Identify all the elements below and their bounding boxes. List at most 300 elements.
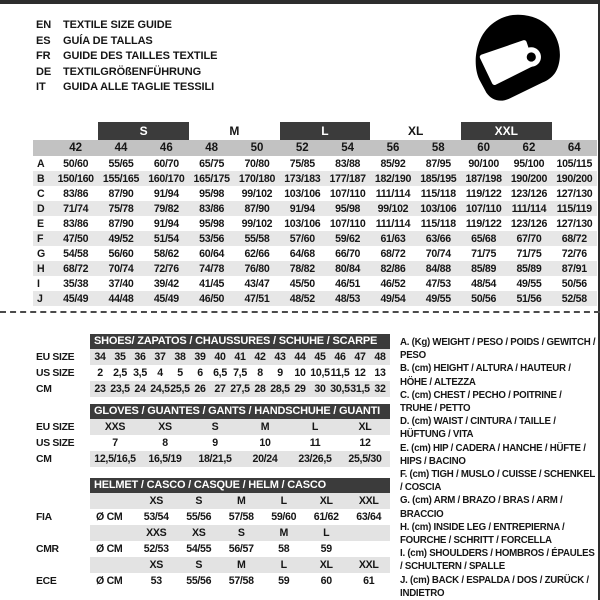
main-size-table [33, 122, 597, 306]
measurement-value: 111/114 [375, 217, 411, 230]
measurement-value: 71/75 [471, 247, 497, 260]
cell-value: 12,5/16,5 [90, 451, 140, 467]
gloves-row [33, 435, 390, 451]
legend-item: H. (cm) INSIDE LEG / ENTREPIERNA / FOURCHE / SCHRITT / FORCELLA [400, 521, 565, 547]
cell-value: 38 [170, 349, 190, 365]
measurement-value: 55/65 [108, 157, 134, 170]
shoes-table [33, 349, 390, 397]
measurement-value: 47/50 [53, 231, 98, 246]
helmet-size: XL [305, 493, 348, 509]
cell-value: 37 [150, 349, 170, 365]
helmet-size: L [263, 557, 306, 573]
cell-value: 2 [97, 367, 103, 379]
unit-spacer [90, 525, 135, 541]
helmet-size [348, 525, 391, 541]
measurement-value: 47/53 [425, 277, 451, 290]
language-item [36, 80, 217, 96]
helmet-table-body [33, 493, 390, 589]
cell-value: 7,5 [233, 367, 247, 379]
size-group-spacer [552, 122, 597, 140]
measurement-value: 51/56 [506, 291, 551, 306]
measurement-row [33, 246, 597, 261]
helmet-value: 54/55 [186, 543, 212, 555]
helmet-value: 59 [320, 543, 332, 555]
measurement-value: 107/110 [461, 201, 506, 216]
measurement-row [33, 186, 597, 201]
shoes-row [33, 365, 390, 381]
language-item [36, 34, 217, 50]
measurement-value: 52/58 [552, 291, 597, 306]
cell-value: 42 [250, 349, 270, 365]
row-label-spacer [33, 557, 90, 573]
measurement-value: 150/160 [53, 171, 98, 186]
measurement-value: 87/90 [108, 217, 134, 230]
language-list [36, 18, 217, 96]
language-item [36, 65, 217, 81]
cell-value: 8 [257, 367, 263, 379]
size-group-row [33, 122, 597, 140]
row-label: US SIZE [33, 435, 90, 451]
gloves-section [33, 404, 390, 467]
helmet-value: 63/64 [356, 511, 382, 523]
row-label-spacer [33, 122, 53, 140]
measurement-value: 111/114 [375, 187, 411, 200]
measurement-value: 70/80 [244, 157, 270, 170]
cell-value: 44 [290, 349, 310, 365]
row-label-spacer [33, 140, 53, 156]
measurement-value: 87/90 [108, 187, 134, 200]
measurement-value: 182/190 [370, 171, 415, 186]
cell-value: 4 [157, 367, 163, 379]
size-number: 64 [552, 140, 597, 156]
diameter-unit: Ø CM [96, 575, 123, 587]
cell-value: 27 [210, 381, 230, 397]
size-number: 54 [325, 140, 370, 156]
measurement-value: 190/200 [552, 171, 597, 186]
measurement-value: 50/56 [561, 277, 587, 290]
cell-value: 8 [162, 437, 168, 449]
shoes-section-title: SHOES/ ZAPATOS / CHAUSSURES / SCHUHE / SCARPE [90, 334, 390, 349]
measurement-value: 91/94 [153, 187, 179, 200]
measurement-value: 123/126 [510, 187, 548, 200]
cell-value: 10 [259, 437, 271, 449]
measurement-value: 48/54 [471, 277, 497, 290]
measurement-value: 95/100 [513, 157, 545, 170]
measurement-value: 83/88 [335, 157, 361, 170]
helmet-size: XS [178, 525, 221, 541]
row-label: H [33, 261, 53, 276]
diameter-unit: Ø CM [96, 511, 123, 523]
size-group-s: S [98, 122, 189, 140]
measurement-value: 91/94 [280, 201, 325, 216]
language-item [36, 49, 217, 65]
cell-value: 47 [350, 349, 370, 365]
row-label: EU SIZE [33, 349, 90, 365]
gloves-row [33, 451, 390, 467]
legend-item: F. (cm) TIGH / MUSLO / CUISSE / SCHENKEL / COSCIA [400, 469, 595, 494]
legend-item: A. (Kg) WEIGHT / PESO / POIDS / GEWITCH / PESO [400, 337, 596, 362]
cell-value: 46 [330, 349, 350, 365]
language-code: FR [36, 50, 51, 62]
size-number: 58 [416, 140, 461, 156]
measurement-value: 50/60 [63, 157, 89, 170]
helmet-value: 55/56 [186, 511, 212, 523]
measurement-legend [400, 336, 596, 600]
measurement-value: 85/89 [506, 261, 551, 276]
cell-value: 35 [110, 349, 130, 365]
measurement-value: 41/45 [199, 277, 225, 290]
cell-value: L [290, 419, 340, 435]
measurement-value: 187/198 [461, 171, 506, 186]
cell-value: 18/21,5 [190, 451, 240, 467]
measurement-value: 99/102 [370, 201, 415, 216]
legend-item: B. (cm) HEIGHT / ALTURA / HAUTEUR / HÖHE / ALTEZZA [400, 363, 571, 388]
measurement-value: 103/106 [416, 201, 461, 216]
gloves-section-title: GLOVES / GUANTES / GANTS / HANDSCHUHE / GUANTI [90, 404, 390, 419]
helmet-value: 53/54 [143, 511, 169, 523]
measurement-value: 72/76 [561, 247, 587, 260]
measurement-value: 87/95 [425, 157, 451, 170]
measurement-value: 87/91 [552, 261, 597, 276]
cell-value: 30,5 [330, 383, 350, 395]
measurement-value: 115/118 [420, 217, 456, 230]
helmet-size: S [178, 493, 221, 509]
helmet-value: 58 [278, 543, 290, 555]
gloves-row [33, 419, 390, 435]
measurement-row [33, 276, 597, 291]
measurement-value: 170/180 [234, 171, 279, 186]
measurement-value: 48/52 [280, 291, 325, 306]
cell-value: 28 [250, 381, 270, 397]
cell-value: 12 [359, 437, 371, 449]
cell-value: 16,5/19 [140, 451, 190, 467]
measurement-value: 68/72 [380, 247, 406, 260]
measurement-value: 71/75 [516, 247, 542, 260]
top-border-bar [0, 0, 600, 4]
cell-value: 36 [130, 349, 150, 365]
measurement-value: 49/55 [416, 291, 461, 306]
size-number: 44 [98, 140, 143, 156]
language-code: DE [36, 65, 52, 78]
cell-value: 24 [130, 381, 150, 397]
row-label-spacer [33, 493, 90, 509]
helmet-section-title: HELMET / CASCO / CASQUE / HELM / CASCO [90, 478, 390, 493]
helmet-value: 61 [363, 575, 375, 587]
measurement-value: 119/122 [465, 217, 502, 230]
size-group-spacer [53, 122, 98, 140]
cell-value: 7 [112, 437, 118, 449]
cell-value: 39 [190, 349, 210, 365]
measurement-value: 75/85 [289, 157, 315, 170]
row-label: I [37, 277, 40, 290]
helmet-size: S [220, 525, 263, 541]
measurement-value: 95/98 [199, 217, 225, 230]
helmet-value-row [33, 541, 390, 557]
legend-item: C. (cm) CHEST / PECHO / POITRINE / TRUHE / PETTO [400, 389, 562, 415]
row-label: J [33, 291, 53, 306]
measurement-value: 45/49 [144, 291, 189, 306]
helmet-value: 61/62 [313, 511, 339, 523]
measurement-value: 59/62 [325, 231, 370, 246]
racing-helmet-icon [466, 6, 568, 108]
helmet-size: XL [305, 557, 348, 573]
measurement-value: 119/122 [465, 187, 502, 200]
legend-item: E. (cm) HIP / CADERA / HANCHE / HÜFTE / HIPS / BACINO [400, 442, 586, 467]
unit-spacer [90, 493, 135, 509]
measurement-value: 49/55 [516, 277, 542, 290]
measurement-value: 46/50 [189, 291, 234, 306]
cell-value: 32 [370, 381, 390, 397]
language-code: ES [36, 34, 51, 47]
unit-spacer [90, 557, 135, 573]
measurement-value: 35/38 [63, 277, 89, 290]
measurement-value: 91/94 [153, 217, 179, 230]
cell-value: 12 [354, 367, 366, 379]
cell-value: M [240, 419, 290, 435]
size-group-xxl: XXL [461, 122, 552, 140]
helmet-value: 52/53 [143, 543, 169, 555]
measurement-value: 39/42 [153, 277, 179, 290]
helmet-size: XS [135, 493, 178, 509]
cell-value: 30 [310, 381, 330, 397]
row-label: CM [33, 451, 90, 467]
measurement-value: 95/98 [199, 187, 225, 200]
measurement-value: 165/175 [189, 171, 234, 186]
cell-value: 41 [230, 349, 250, 365]
helmet-value: 59 [278, 575, 290, 587]
helmet-size: S [178, 557, 221, 573]
cell-value: 43 [270, 349, 290, 365]
helmet-value: 57/58 [228, 511, 254, 523]
measurement-value: 160/170 [144, 171, 189, 186]
measurement-value: 103/106 [284, 187, 321, 200]
measurement-value: 85/92 [380, 157, 406, 170]
row-label: CM [33, 381, 90, 397]
size-number: 62 [506, 140, 551, 156]
cell-value: 11,5 [330, 367, 350, 379]
helmet-value: 57/58 [228, 575, 254, 587]
row-label: F [33, 231, 53, 246]
size-number: 46 [144, 140, 189, 156]
helmet-value: 53 [150, 575, 162, 587]
helmet-value: 60 [320, 575, 332, 587]
cell-value: 34 [90, 349, 110, 365]
measurement-value: 87/90 [234, 201, 279, 216]
row-label-spacer [33, 525, 90, 541]
measurement-value: 47/51 [234, 291, 279, 306]
measurement-value: 45/49 [53, 291, 98, 306]
helmet-size-row [33, 557, 390, 573]
measurement-value: 82/86 [370, 261, 415, 276]
measurement-value: 44/48 [98, 291, 143, 306]
measurement-value: 61/63 [370, 231, 415, 246]
measurement-value: 74/78 [189, 261, 234, 276]
shoes-table-body [33, 349, 390, 397]
cell-value: 29 [290, 381, 310, 397]
language-title: TEXTILGRÖßENFÜHRUNG [63, 65, 202, 78]
language-title: TEXTILE SIZE GUIDE [63, 19, 172, 31]
size-group-xl: XL [407, 124, 424, 138]
cell-value: 26 [190, 381, 210, 397]
legend-item: J. (cm) BACK / ESPALDA / DOS / ZURÜCK / INDIETRO [400, 574, 589, 599]
measurement-value: 64/68 [289, 247, 315, 260]
row-label: D [33, 201, 53, 216]
measurement-value: 190/200 [506, 171, 551, 186]
measurement-value: 84/88 [416, 261, 461, 276]
helmet-size-row [33, 493, 390, 509]
measurement-row [33, 216, 597, 231]
cell-value: 40 [210, 349, 230, 365]
measurement-value: 123/126 [510, 217, 548, 230]
cell-value: 10 [294, 367, 306, 379]
measurement-value: 68/72 [53, 261, 98, 276]
helmet-size: M [263, 525, 306, 541]
cell-value: 3,5 [133, 367, 147, 379]
cell-value: 11 [309, 437, 321, 449]
helmet-size: XS [135, 557, 178, 573]
measurement-row [33, 231, 597, 246]
cell-value: 25,5/30 [340, 451, 390, 467]
cell-value: 2,5 [113, 367, 127, 379]
measurement-value: 177/187 [325, 171, 370, 186]
main-size-table-body [33, 122, 597, 306]
measurement-value: 115/119 [552, 201, 597, 216]
measurement-row [33, 201, 597, 216]
row-label: B [33, 171, 53, 186]
measurement-value: 76/80 [234, 261, 279, 276]
cell-value: 10,5 [310, 367, 330, 379]
cell-value: 27,5 [230, 383, 250, 395]
cell-value: 6 [197, 367, 203, 379]
cell-value: 20/24 [240, 451, 290, 467]
size-group-l: L [280, 122, 371, 140]
shoes-row [33, 381, 390, 397]
measurement-value: 62/66 [244, 247, 270, 260]
cell-value: 25,5 [170, 383, 190, 395]
measurement-value: 63/66 [416, 231, 461, 246]
measurement-value: 107/110 [329, 217, 366, 230]
language-code: IT [36, 81, 46, 93]
measurement-value: 53/56 [189, 231, 234, 246]
helmet-size-row [33, 525, 390, 541]
helmet-size: M [220, 557, 263, 573]
measurement-value: 58/62 [153, 247, 179, 260]
helmet-size: XXS [135, 525, 178, 541]
measurement-value: 99/102 [241, 187, 273, 200]
helmet-size: XXL [348, 493, 391, 509]
measurement-value: 80/84 [325, 261, 370, 276]
legend-item: D. (cm) WAIST / CINTURA / TAILLE / HÜFTUNG / VITA [400, 416, 556, 441]
measurement-value: 71/74 [53, 201, 98, 216]
helmet-size: M [220, 493, 263, 509]
measurement-value: 173/183 [280, 171, 325, 186]
measurement-value: 43/47 [244, 277, 270, 290]
helmet-table [33, 493, 390, 589]
measurement-value: 55/58 [234, 231, 279, 246]
measurement-value: 185/195 [416, 171, 461, 186]
shoes-row [33, 349, 390, 365]
measurement-value: 60/64 [199, 247, 225, 260]
measurement-value: 48/53 [325, 291, 370, 306]
measurement-value: 78/82 [280, 261, 325, 276]
measurement-value: 75/78 [98, 201, 143, 216]
measurement-value: 83/86 [189, 201, 234, 216]
measurement-value: 99/102 [241, 217, 273, 230]
diameter-unit: Ø CM [96, 543, 123, 555]
helmet-value: 56/57 [228, 543, 254, 555]
measurement-value: 111/114 [506, 201, 551, 216]
measurement-value: 83/86 [63, 217, 89, 230]
certification-label: FIA [33, 509, 90, 525]
measurement-value: 57/60 [280, 231, 325, 246]
language-item [36, 18, 217, 34]
row-label: A [37, 157, 45, 170]
measurement-row [33, 156, 597, 171]
size-number: 52 [280, 140, 325, 156]
cell-value: S [190, 419, 240, 435]
size-number: 50 [234, 140, 279, 156]
measurement-value: 90/100 [468, 157, 499, 170]
measurement-value: 65/68 [461, 231, 506, 246]
dashed-divider [0, 311, 600, 313]
row-label: US SIZE [33, 365, 90, 381]
cell-value: 9 [277, 367, 283, 379]
measurement-value: 95/98 [325, 201, 370, 216]
measurement-value: 70/74 [425, 247, 451, 260]
helmet-value: 59/60 [271, 511, 297, 523]
measurement-value: 37/40 [108, 277, 134, 290]
helmet-size: L [305, 525, 348, 541]
size-number: 48 [189, 140, 234, 156]
cell-value: 48 [370, 349, 390, 365]
legend-item: I. (cm) SHOULDERS / HOMBROS / ÉPAULES / SCHULTERN / SPALLE [400, 548, 595, 573]
measurement-value: 56/60 [108, 247, 134, 260]
measurement-value: 49/54 [370, 291, 415, 306]
size-number: 60 [461, 140, 506, 156]
cell-value: 6,5 [213, 367, 227, 379]
measurement-value: 127/130 [556, 217, 593, 230]
size-number: 42 [53, 140, 98, 156]
certification-label: ECE [33, 573, 90, 589]
language-title: GUIDA ALLE TAGLIE TESSILI [63, 81, 215, 93]
measurement-value: 72/76 [144, 261, 189, 276]
gloves-table-body [33, 419, 390, 467]
measurement-value: 51/54 [144, 231, 189, 246]
measurement-value: 49/52 [98, 231, 143, 246]
legend-item: G. (cm) ARM / BRAZO / BRAS / ARM / BRACCIO [400, 495, 563, 520]
measurement-value: 70/74 [98, 261, 143, 276]
helmet-value-row [33, 509, 390, 525]
cell-value: 28,5 [270, 383, 290, 395]
row-label: EU SIZE [33, 419, 90, 435]
measurement-value: 155/165 [98, 171, 143, 186]
shoes-section [33, 334, 390, 397]
measurement-value: 127/130 [556, 187, 593, 200]
measurement-value: 45/50 [289, 277, 315, 290]
cell-value: 45 [310, 349, 330, 365]
cell-value: 24,5 [150, 383, 170, 395]
cell-value: 5 [177, 367, 183, 379]
cell-value: 23,5 [110, 383, 130, 395]
helmet-section [33, 478, 390, 589]
certification-label: CMR [33, 541, 90, 557]
cell-value: XXS [90, 419, 140, 435]
measurement-value: 79/82 [144, 201, 189, 216]
measurement-value: 107/110 [329, 187, 366, 200]
measurement-row [33, 291, 597, 306]
helmet-value-row [33, 573, 390, 589]
helmet-value: 55/56 [186, 575, 212, 587]
